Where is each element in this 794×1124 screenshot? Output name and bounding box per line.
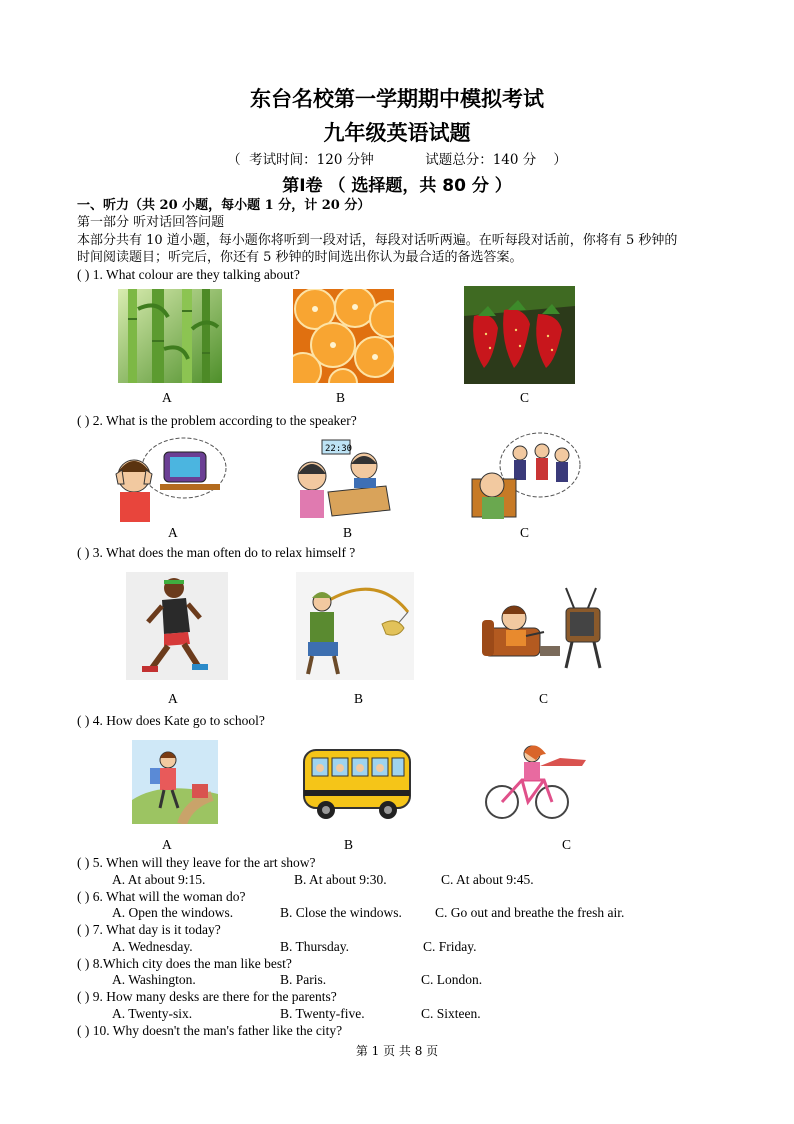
question-5 [77, 855, 316, 871]
option-label-a: A [168, 525, 178, 540]
question-1 [77, 267, 300, 283]
section-heading: 一、听力（共 20 小题，每小题 1 分，计 20 分） [77, 198, 371, 213]
option-c[interactable]: C. At about 9:45. [441, 872, 534, 887]
option-label-c: C [520, 390, 530, 405]
answer-bracket[interactable]: ( ) [77, 545, 90, 560]
option-label-b: B [344, 837, 354, 852]
option-a[interactable]: A. Wednesday. [112, 939, 193, 954]
option-label-a: A [162, 390, 172, 405]
question-7 [77, 922, 221, 938]
answer-bracket[interactable]: ( ) [77, 956, 90, 971]
strawberries-image [464, 286, 575, 384]
walking-image [132, 740, 218, 824]
question-text: 10. Why doesn't the man's father like the city? [92, 1023, 343, 1038]
option-b[interactable]: B. Thursday. [280, 939, 349, 954]
option-label-c: C [520, 525, 530, 540]
question-text: 4. How does Kate go to school? [92, 713, 265, 728]
question-text: 9. How many desks are there for the parents? [92, 989, 337, 1004]
answer-bracket[interactable]: ( ) [77, 267, 90, 282]
question-text: 7. What day is it today? [92, 922, 221, 937]
worried-man-clock-image [292, 436, 392, 522]
question-text: 6. What will the woman do? [92, 889, 246, 904]
paper-title: 第Ⅰ卷 （ 选择题，共 80 分 ） [282, 176, 512, 196]
school-bus-image [298, 742, 414, 828]
option-a[interactable]: A. Washington. [112, 972, 196, 987]
question-9 [77, 989, 337, 1005]
option-label-c: C [562, 837, 572, 852]
question-text: 5. When will they leave for the art show? [92, 855, 316, 870]
running-image [126, 572, 228, 680]
option-b[interactable]: B. Paris. [280, 972, 327, 987]
question-6 [77, 889, 245, 905]
option-a[interactable]: A. Twenty-six. [112, 1006, 193, 1021]
option-c[interactable]: C. Sixteen. [421, 1006, 481, 1021]
answer-bracket[interactable]: ( ) [77, 922, 90, 937]
answer-bracket[interactable]: ( ) [77, 413, 90, 428]
option-b[interactable]: B. At about 9:30. [294, 872, 387, 887]
option-c[interactable]: C. Go out and breathe the fresh air. [435, 905, 625, 920]
answer-bracket[interactable]: ( ) [77, 855, 90, 870]
option-b[interactable]: B. Twenty-five. [280, 1006, 365, 1021]
question-text: 1. What colour are they talking about? [92, 267, 300, 282]
question-3 [77, 545, 355, 561]
watching-tv-image [482, 584, 606, 670]
bicycle-image [482, 740, 590, 824]
option-label-b: B [343, 525, 353, 540]
question-4 [77, 713, 265, 729]
section-part: 第一部分 听对话回答问题 [77, 215, 225, 230]
exam-title: 东台名校第一学期期中模拟考试 [250, 87, 544, 111]
question-text: 2. What is the problem according to the speaker? [92, 413, 357, 428]
option-label-a: A [162, 837, 172, 852]
option-c[interactable]: C. Friday. [423, 939, 477, 954]
boy-covering-ears-tv-image [104, 432, 229, 524]
question-8 [77, 956, 292, 972]
exam-info: （ 考试时间：120 分钟 试题总分：140 分 ） [227, 152, 567, 168]
instruction-line1: 本部分共有 10 道小题，每小题你将听到一段对话，每段对话听两遍。在听每段对话前，你将有 5 秒钟的 [77, 233, 678, 248]
answer-bracket[interactable]: ( ) [77, 889, 90, 904]
question-2 [77, 413, 357, 429]
question-text: 8.Which city does the man like best? [92, 956, 292, 971]
option-a[interactable]: A. At about 9:15. [112, 872, 206, 887]
question-text: 3. What does the man often do to relax himself ? [92, 545, 356, 560]
clock-text: 22:30 [325, 444, 353, 454]
group-talking-image [470, 429, 582, 523]
option-a[interactable]: A. Open the windows. [112, 905, 234, 920]
answer-bracket[interactable]: ( ) [77, 989, 90, 1004]
exam-subtitle: 九年级英语试题 [323, 121, 471, 145]
fishing-image [296, 572, 414, 680]
question-10 [77, 1023, 342, 1039]
oranges-image [293, 289, 394, 383]
option-label-b: B [354, 691, 364, 706]
instruction-line2: 时间阅读题目；听完后，你还有 5 秒钟的时间选出你认为最合适的备选答案。 [77, 250, 523, 265]
answer-bracket[interactable]: ( ) [77, 713, 90, 728]
option-c[interactable]: C. London. [421, 972, 483, 987]
answer-bracket[interactable]: ( ) [77, 1023, 90, 1038]
bamboo-image [118, 289, 222, 383]
option-label-c: C [539, 691, 549, 706]
option-label-b: B [336, 390, 346, 405]
option-label-a: A [168, 691, 178, 706]
option-b[interactable]: B. Close the windows. [280, 905, 402, 920]
page-footer: 第 1 页 共 8 页 [355, 1044, 439, 1058]
